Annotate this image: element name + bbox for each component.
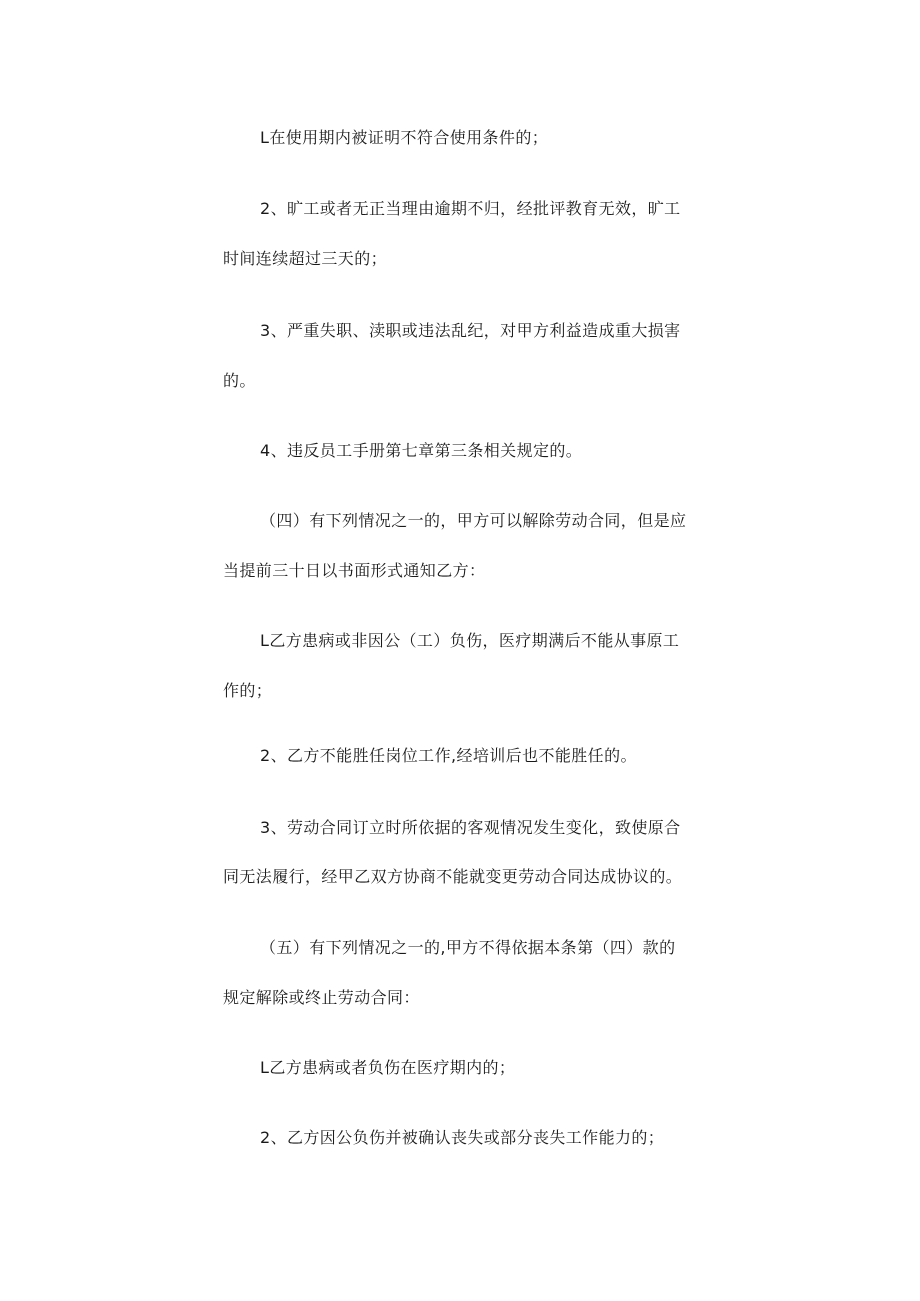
paragraph-line: 3、严重失职、渎职或违法乱纪，对甲方利益造成重大损害	[260, 321, 681, 340]
paragraph-line: （五）有下列情况之一的,甲方不得依据本条第（四）款的	[260, 938, 676, 957]
paragraph-line: 3、劳动合同订立时所依据的客观情况发生变化，致使原合	[260, 818, 681, 837]
paragraph-line: 的。	[223, 371, 256, 390]
paragraph-line: L在使用期内被证明不符合使用条件的；	[260, 128, 549, 147]
paragraph-line: L乙方患病或者负伤在医疗期内的；	[260, 1058, 516, 1077]
paragraph-line: 2、乙方不能胜任岗位工作,经培训后也不能胜任的。	[260, 746, 637, 765]
paragraph-line: 同无法履行，经甲乙双方协商不能就变更劳动合同达成协议的。	[223, 867, 683, 886]
paragraph-line: 作的；	[223, 681, 273, 700]
paragraph-line: 当提前三十日以书面形式通知乙方：	[223, 561, 486, 580]
paragraph-line: 2、乙方因公负伤并被确认丧失或部分丧失工作能力的；	[260, 1128, 665, 1147]
paragraph-line: （四）有下列情况之一的，甲方可以解除劳动合同，但是应	[260, 511, 687, 530]
paragraph-line: 4、违反员工手册第七章第三条相关规定的。	[260, 441, 583, 460]
paragraph-line: 规定解除或终止劳动合同：	[223, 988, 420, 1007]
paragraph-line: 时间连续超过三天的；	[223, 249, 388, 268]
paragraph-line: L乙方患病或非因公（工）负伤，医疗期满后不能从事原工	[260, 631, 680, 650]
paragraph-line: 2、旷工或者无正当理由逾期不归，经批评教育无效，旷工	[260, 199, 681, 218]
